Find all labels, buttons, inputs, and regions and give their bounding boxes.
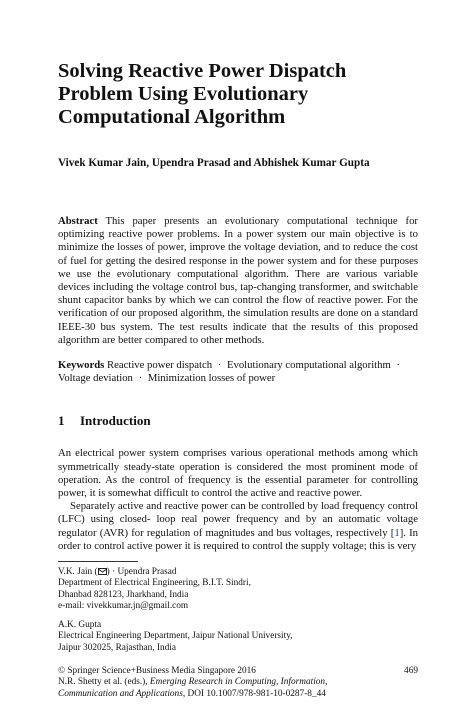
keyword-item: Minimization losses of power	[147, 372, 276, 385]
keyword-item: Reactive power dispatch	[106, 359, 213, 372]
keywords	[58, 359, 418, 385]
affiliation-block	[58, 620, 418, 654]
citation-line	[58, 677, 418, 688]
book-title: Emerging Research in Computing, Information,	[149, 677, 328, 688]
copyright-line: © Springer Science+Business Media Singapore 2016	[58, 665, 256, 676]
page-number: 469	[404, 665, 418, 676]
affiliation-names	[58, 567, 418, 578]
footnote-divider	[58, 561, 138, 562]
section-heading	[58, 413, 418, 429]
keyword-separator: ·	[217, 359, 222, 372]
affiliation-city: Dhanbad 828123, Jharkhand, India	[58, 589, 189, 600]
body-text-segment: ]. In order to control active power it is required to control the supply voltage; this is very	[58, 526, 418, 552]
body-text-segment: Separately active and reactive power can be controlled by load frequency control (LFC) using closed- loop real power frequency and by an automatic voltage regulator (AVR) for regulation of magnitudes and bus voltages, respectively [	[58, 500, 418, 539]
section-number: 1	[58, 413, 65, 429]
paper-title: Solving Reactive Power Dispatch Problem Using Evolutionary Computational Algorithm	[58, 60, 347, 128]
citation-editors: N.R. Shetty et al. (eds.),	[58, 677, 150, 688]
affiliation-block	[58, 567, 418, 613]
citation-line	[58, 689, 418, 700]
keyword-item: Voltage deviation	[58, 372, 133, 385]
abstract-text: This paper presents an evolutionary computational technique for optimizing reactive power problems. In a power system our main objective is to minimize the losses of power, improve the voltage deviation, and to reduce the cost of fuel for getting the desired response in the power system and for these purposes we use the evolutionary computational algorithm. There are various variable devices including the voltage control bus, tap-changing transformer, and switchable shunt capacitor banks by which we can control the flow of reactive power. For the verification of our proposed algorithm, the simulation results are done on a standard IEEE-30 bus system. The test results indicate that the results of this proposed algorithm are better compared to other methods.	[58, 215, 418, 346]
affiliation-department: Electrical Engineering Department, Jaipur National University,	[58, 631, 293, 642]
keyword-separator: ·	[396, 359, 401, 372]
citation-link[interactable]: 1	[394, 526, 400, 539]
body-text	[58, 447, 418, 553]
author-name-segment: ) · Upendra Prasad	[106, 567, 177, 578]
affiliation-city: Jaipur 302025, Rajasthan, India	[58, 642, 176, 653]
abstract-label: Abstract	[58, 215, 98, 227]
affiliation-department: Department of Electrical Engineering, B.I.T. Sindri,	[58, 578, 251, 589]
envelope-icon	[98, 568, 107, 575]
book-title: Communication and Applications	[58, 688, 183, 699]
affiliations	[58, 567, 418, 654]
abstract	[58, 215, 418, 347]
body-paragraph	[58, 500, 418, 553]
author-name-segment: V.K. Jain (	[58, 567, 98, 578]
keyword-item: Evolutionary computational algorithm	[226, 359, 391, 372]
page-footer	[58, 666, 418, 700]
author-list: Vivek Kumar Jain, Upendra Prasad and Abhishek Kumar Gupta	[58, 157, 370, 169]
keywords-label: Keywords	[58, 359, 105, 372]
affiliation-email: e-mail: vivekkumar.jn@gmail.com	[58, 601, 189, 612]
affiliation-names: A.K. Gupta	[58, 619, 102, 630]
keyword-separator: ·	[138, 372, 143, 385]
section-title: Introduction	[80, 413, 151, 429]
doi-text: , DOI 10.1007/978-981-10-0287-8_44	[182, 688, 326, 699]
body-paragraph: An electrical power system comprises various operational methods among which symmetrically steady-state operation is considered the most prominent mode of operation. As the control of frequency is the essential parameter for controlling power, it is somewhat difficult to control the active and reactive power.	[58, 447, 418, 500]
